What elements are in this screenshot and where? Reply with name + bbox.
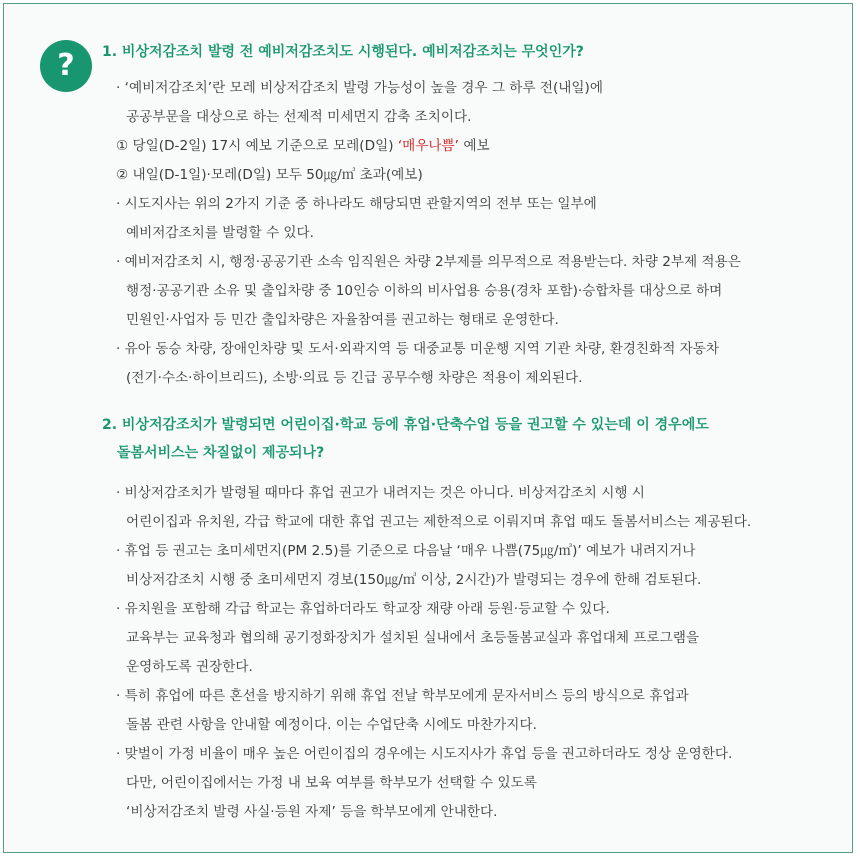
q1-line: 예비저감조치를 발령할 수 있다. (126, 225, 314, 241)
q2-line: · 비상저감조치가 발령될 때마다 휴업 권고가 내려지는 것은 아니다. 비상저감조치 시행 시 (116, 485, 645, 501)
q1-line: · 시도지사는 위의 2가지 기준 중 하나라도 해당되면 관할지역의 전부 또는 일부에 (116, 196, 597, 212)
q1-line: · 유아 동승 차량, 장애인차량 및 도서·외곽지역 등 대중교통 미운행 지역 기관 차량, 환경친화적 자동차 (116, 341, 720, 357)
highlight-very-bad: ‘매우나쁨’ (397, 138, 459, 154)
q2-line: 다만, 어린이집에서는 가정 내 보육 여부를 학부모가 선택할 수 있도록 (126, 775, 537, 791)
q2-line: 운영하도록 권장한다. (126, 659, 253, 675)
q2-line: · 유치원을 포함해 각급 학교는 휴업하더라도 학교장 재량 아래 등원·등교할 수 있다. (116, 601, 610, 617)
q1-line: 공공부문을 대상으로 하는 선제적 미세먼지 감축 조치이다. (126, 109, 472, 125)
question-2-title-line2: 돌봄서비스는 차질없이 제공되나? (117, 445, 325, 461)
q2-line: ‘비상저감조치 발령 사실·등원 자제’ 등을 학부모에게 안내한다. (126, 804, 498, 820)
q2-line: · 특히 휴업에 따른 혼선을 방지하기 위해 휴업 전날 학부모에게 문자서비스 등의 방식으로 휴업과 (116, 688, 689, 704)
q1-line: · 예비저감조치 시, 행정·공공기관 소속 임직원은 차량 2부제를 의무적으로 적용받는다. 차량 2부제 적용은 (116, 254, 741, 270)
question-mark-icon: ? (40, 40, 92, 92)
q1-line: (전기·수소·하이브리드), 소방·의료 등 긴급 공무수행 차량은 적용이 제외된다. (126, 370, 583, 386)
q2-line: 돌봄 관련 사항을 안내할 예정이다. 이는 수업단축 시에도 마찬가지다. (126, 717, 537, 733)
q2-line: · 휴업 등 권고는 초미세먼지(PM 2.5)를 기준으로 다음날 ‘매우 나쁨(75㎍/㎥)’ 예보가 내려지거나 (116, 543, 696, 559)
question-2-title-line1: 2. 비상저감조치가 발령되면 어린이집·학교 등에 휴업·단축수업 등을 권고할 수 있는데 이 경우에도 (102, 417, 709, 433)
q1-criterion-1-suffix: 예보 (459, 138, 490, 154)
faq-box (3, 3, 853, 853)
q1-line: · ‘예비저감조치’란 모레 비상저감조치 발령 가능성이 높을 경우 그 하루 전(내일)에 (116, 80, 603, 96)
q2-line: · 맞벌이 가정 비율이 매우 높은 어린이집의 경우에는 시도지사가 휴업 등을 권고하더라도 정상 운영한다. (116, 746, 733, 762)
question-1-title: 1. 비상저감조치 발령 전 예비저감조치도 시행된다. 예비저감조치는 무엇인가? (102, 44, 584, 60)
q2-line: 비상저감조치 시행 중 초미세먼지 경보(150㎍/㎥ 이상, 2시간)가 발령되는 경우에 한해 검토된다. (126, 572, 702, 588)
q1-line: 민원인·사업자 등 민간 출입차량은 자율참여를 권고하는 형태로 운영한다. (126, 312, 559, 328)
q1-criterion-1: ① 당일(D-2일) 17시 예보 기준으로 모레(D일) (116, 138, 398, 154)
q1-line: ② 내일(D-1일)·모레(D일) 모두 50㎍/㎥ 초과(예보) (116, 167, 423, 183)
q1-line (116, 136, 490, 156)
q2-line: 교육부는 교육청과 협의해 공기정화장치가 설치된 실내에서 초등돌봄교실과 휴업대체 프로그램을 (126, 630, 699, 646)
q2-line: 어린이집과 유치원, 각급 학교에 대한 휴업 권고는 제한적으로 이뤄지며 휴업 때도 돌봄서비스는 제공된다. (126, 514, 752, 530)
q1-line: 행정·공공기관 소유 및 출입차량 중 10인승 이하의 비사업용 승용(경차 포함)·승합차를 대상으로 하며 (126, 283, 723, 299)
